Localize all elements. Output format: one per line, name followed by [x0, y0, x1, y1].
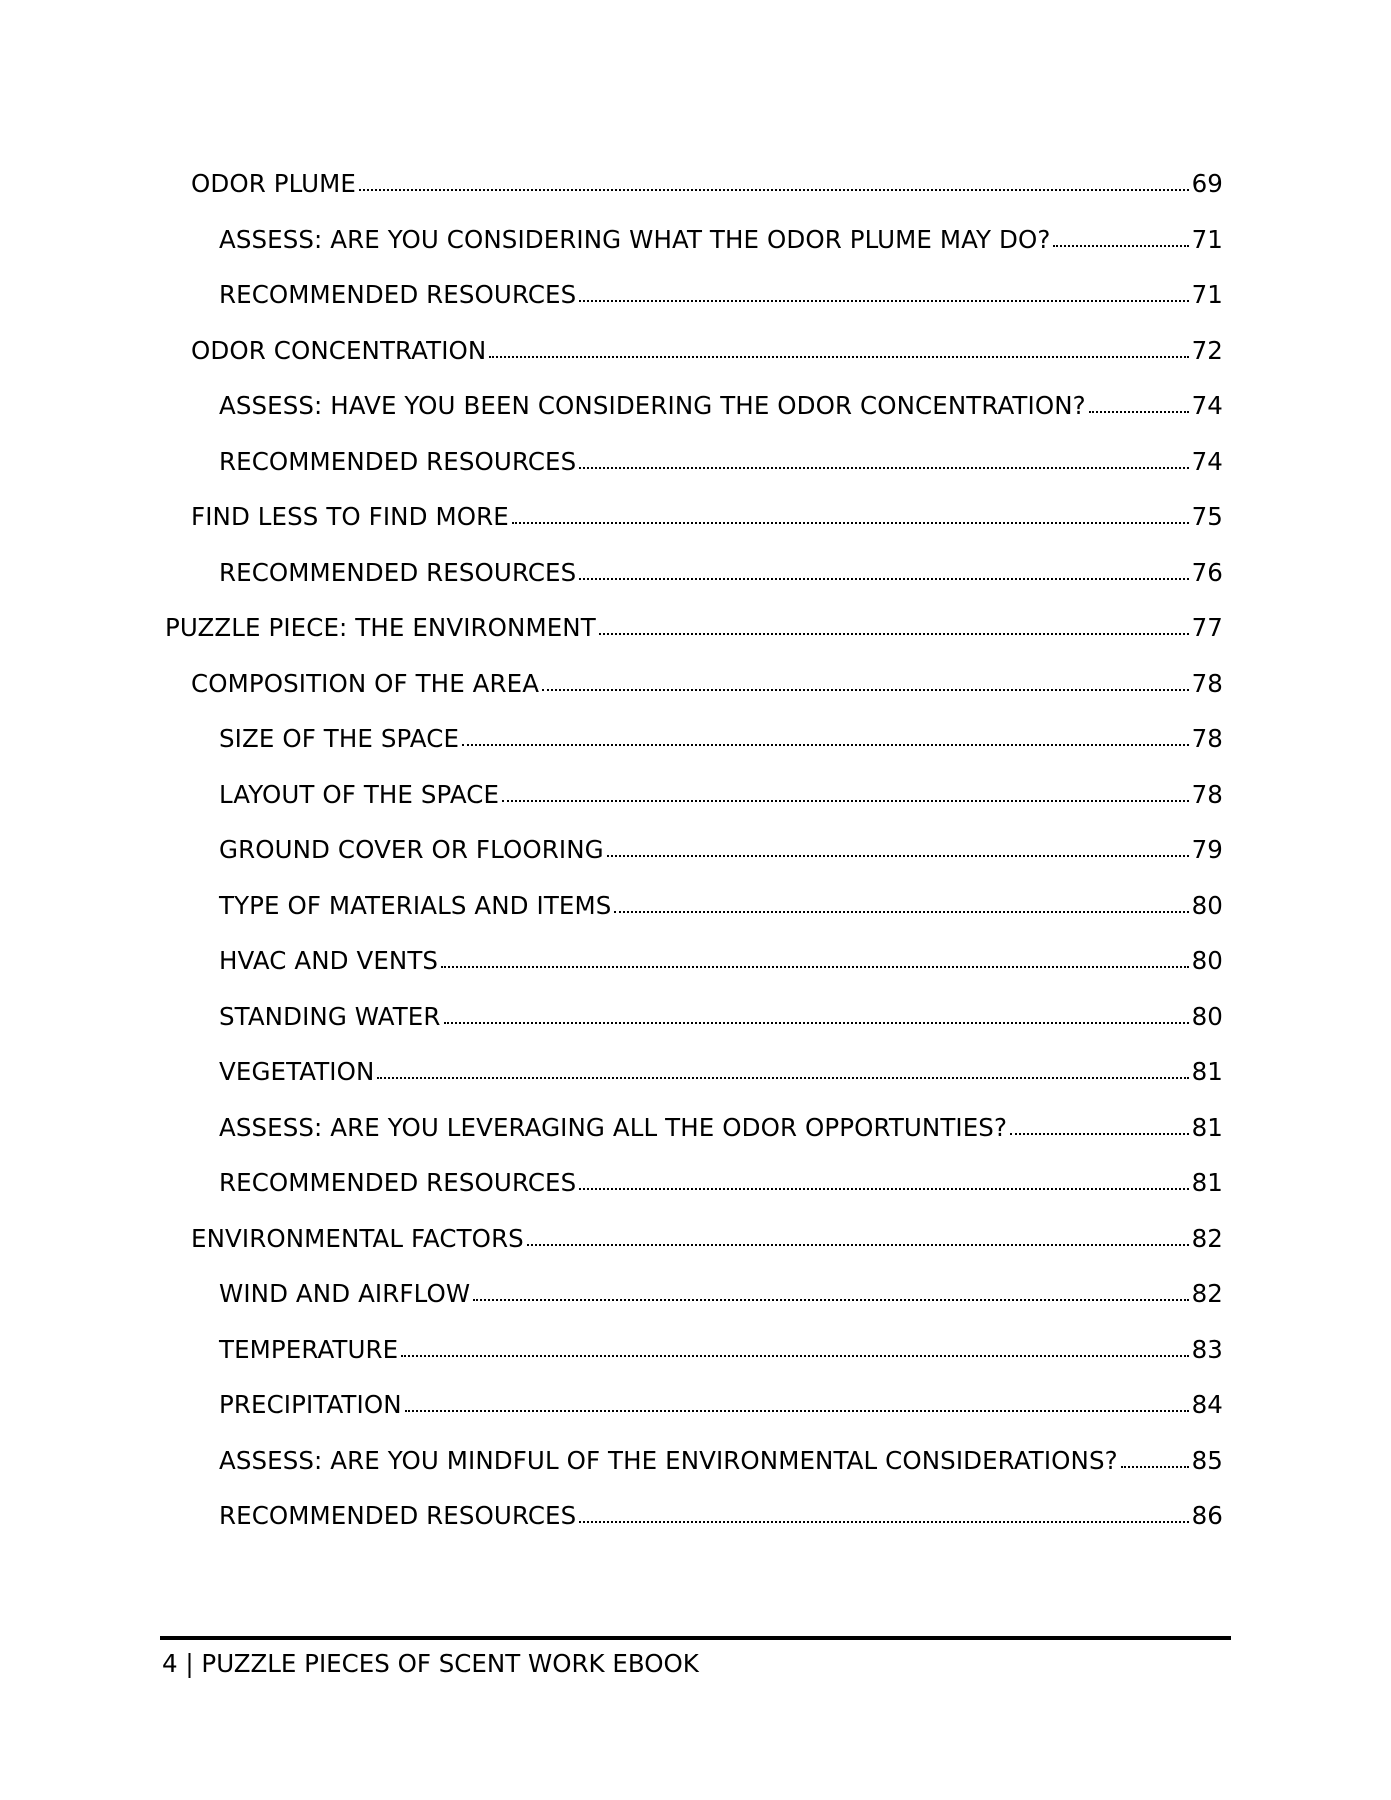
toc-entry-title: ODOR CONCENTRATION: [191, 336, 487, 365]
toc-entry-page: 78: [1191, 669, 1223, 698]
toc-entry[interactable]: [219, 832, 1223, 868]
toc-entry[interactable]: [219, 444, 1223, 480]
toc-entry-title: TYPE OF MATERIALS AND ITEMS: [219, 891, 612, 920]
toc-entry-title: ASSESS: ARE YOU CONSIDERING WHAT THE ODOR PLUME MAY DO?: [219, 225, 1051, 254]
toc-dot-leader: [579, 1187, 1188, 1190]
toc-entry-title: ASSESS: HAVE YOU BEEN CONSIDERING THE ODOR CONCENTRATION?: [219, 391, 1086, 420]
toc-dot-leader: [377, 1076, 1188, 1079]
toc-entry-title: ASSESS: ARE YOU LEVERAGING ALL THE ODOR OPPORTUNTIES?: [219, 1113, 1008, 1142]
toc-entry[interactable]: [219, 1110, 1223, 1146]
footer-divider: [160, 1636, 1231, 1640]
toc-dot-leader: [1121, 1465, 1189, 1468]
toc-entry[interactable]: [165, 610, 1223, 646]
toc-entry[interactable]: [219, 1054, 1223, 1090]
toc-dot-leader: [579, 466, 1188, 469]
toc-entry-page: 75: [1191, 502, 1223, 531]
toc-dot-leader: [1089, 410, 1189, 413]
toc-entry[interactable]: [191, 499, 1223, 535]
toc-entry[interactable]: [219, 388, 1223, 424]
toc-dot-leader: [614, 910, 1188, 913]
toc-entry-page: 81: [1191, 1113, 1223, 1142]
toc-entry-page: 83: [1191, 1335, 1223, 1364]
toc-entry[interactable]: [219, 943, 1223, 979]
toc-entry[interactable]: [219, 277, 1223, 313]
toc-entry-page: 74: [1191, 447, 1223, 476]
toc-dot-leader: [1053, 244, 1188, 247]
toc-entry-page: 69: [1191, 169, 1223, 198]
toc-entry-page: 78: [1191, 780, 1223, 809]
toc-entry-page: 80: [1191, 891, 1223, 920]
toc-entry-page: 82: [1191, 1279, 1223, 1308]
toc-entry-title: FIND LESS TO FIND MORE: [191, 502, 509, 531]
toc-dot-leader: [512, 521, 1189, 524]
toc-entry-title: RECOMMENDED RESOURCES: [219, 280, 577, 309]
toc-entry-page: 86: [1191, 1501, 1223, 1530]
toc-entry-title: RECOMMENDED RESOURCES: [219, 447, 577, 476]
toc-entry-page: 81: [1191, 1168, 1223, 1197]
toc-dot-leader: [441, 965, 1189, 968]
toc-entry[interactable]: [219, 999, 1223, 1035]
toc-entry-page: 81: [1191, 1057, 1223, 1086]
toc-entry-title: LAYOUT OF THE SPACE: [219, 780, 500, 809]
toc-entry-title: RECOMMENDED RESOURCES: [219, 558, 577, 587]
toc-entry-title: COMPOSITION OF THE AREA: [191, 669, 540, 698]
toc-entry[interactable]: [219, 222, 1223, 258]
toc-entry-title: STANDING WATER: [219, 1002, 441, 1031]
toc-entry[interactable]: [191, 1221, 1223, 1257]
toc-entry-title: TEMPERATURE: [219, 1335, 399, 1364]
toc-entry-page: 80: [1191, 946, 1223, 975]
toc-entry-page: 79: [1191, 835, 1223, 864]
toc-entry-page: 85: [1191, 1446, 1223, 1475]
toc-dot-leader: [359, 188, 1189, 191]
toc-entry-page: 71: [1191, 225, 1223, 254]
toc-entry-title: PUZZLE PIECE: THE ENVIRONMENT: [165, 613, 596, 642]
toc-entry[interactable]: [219, 1443, 1223, 1479]
toc-dot-leader: [405, 1409, 1189, 1412]
toc-entry[interactable]: [219, 1332, 1223, 1368]
toc-dot-leader: [462, 743, 1189, 746]
toc-entry-title: ENVIRONMENTAL FACTORS: [191, 1224, 524, 1253]
toc-entry[interactable]: [191, 666, 1223, 702]
toc-entry[interactable]: [219, 555, 1223, 591]
toc-entry-title: WIND AND AIRFLOW: [219, 1279, 471, 1308]
toc-dot-leader: [599, 632, 1189, 635]
toc-entry-title: SIZE OF THE SPACE: [219, 724, 460, 753]
toc-entry-page: 71: [1191, 280, 1223, 309]
toc-entry-title: RECOMMENDED RESOURCES: [219, 1501, 577, 1530]
toc-dot-leader: [401, 1354, 1188, 1357]
toc-entry-title: HVAC AND VENTS: [219, 946, 439, 975]
toc-entry-page: 74: [1191, 391, 1223, 420]
toc-entry-page: 77: [1191, 613, 1223, 642]
toc-dot-leader: [579, 577, 1188, 580]
toc-dot-leader: [579, 299, 1188, 302]
toc-entry[interactable]: [191, 333, 1223, 369]
toc-entry-page: 82: [1191, 1224, 1223, 1253]
page-footer: 4 | PUZZLE PIECES OF SCENT WORK EBOOK: [162, 1649, 699, 1678]
toc-entry[interactable]: [219, 721, 1223, 757]
toc-entry-title: GROUND COVER OR FLOORING: [219, 835, 604, 864]
toc-entry[interactable]: [219, 888, 1223, 924]
toc-dot-leader: [1010, 1132, 1189, 1135]
toc-entry-page: 80: [1191, 1002, 1223, 1031]
toc-dot-leader: [542, 688, 1189, 691]
toc-dot-leader: [502, 799, 1189, 802]
toc-entry-page: 76: [1191, 558, 1223, 587]
toc-entry-page: 78: [1191, 724, 1223, 753]
toc-entry[interactable]: [191, 166, 1223, 202]
toc-dot-leader: [444, 1021, 1189, 1024]
toc-dot-leader: [527, 1243, 1189, 1246]
toc-entry[interactable]: [219, 1387, 1223, 1423]
toc-entry-title: PRECIPITATION: [219, 1390, 402, 1419]
toc-dot-leader: [607, 854, 1189, 857]
toc-entry-page: 72: [1191, 336, 1223, 365]
toc-dot-leader: [473, 1298, 1188, 1301]
toc-dot-leader: [579, 1520, 1188, 1523]
toc-entry-title: RECOMMENDED RESOURCES: [219, 1168, 577, 1197]
toc-dot-leader: [489, 355, 1188, 358]
toc-entry-page: 84: [1191, 1390, 1223, 1419]
toc-entry-title: VEGETATION: [219, 1057, 375, 1086]
toc-entry[interactable]: [219, 777, 1223, 813]
toc-entry[interactable]: [219, 1276, 1223, 1312]
toc-entry-title: ASSESS: ARE YOU MINDFUL OF THE ENVIRONMENTAL CONSIDERATIONS?: [219, 1446, 1118, 1475]
toc-entry-title: ODOR PLUME: [191, 169, 356, 198]
toc-entry[interactable]: [219, 1165, 1223, 1201]
toc-entry[interactable]: [219, 1498, 1223, 1534]
